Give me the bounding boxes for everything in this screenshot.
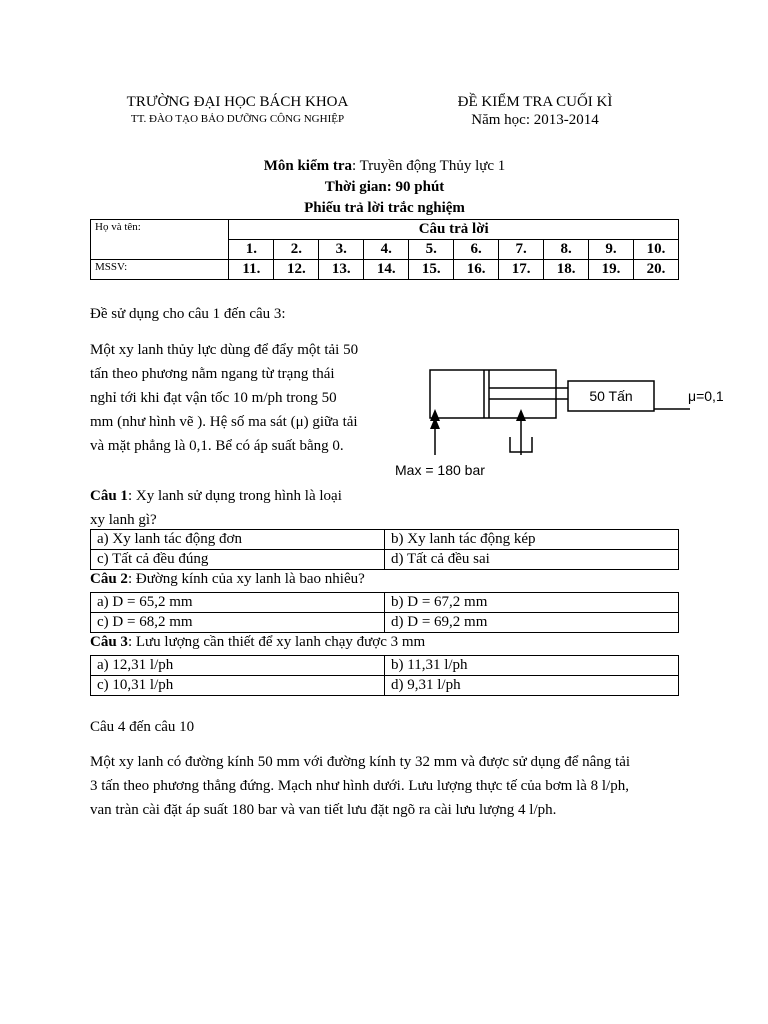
subject-value: : Truyền động Thủy lực 1 — [352, 158, 506, 174]
option-d[interactable]: d) D = 69,2 mm — [385, 613, 679, 633]
answer-cell[interactable]: 8. — [544, 240, 589, 260]
answer-cell[interactable]: 15. — [409, 260, 454, 280]
load-label: 50 Tấn — [589, 388, 633, 404]
answer-cell[interactable]: 1. — [229, 240, 274, 260]
option-d[interactable]: d) Tất cả đều sai — [385, 550, 679, 570]
cylinder-body — [430, 370, 556, 418]
header-left — [100, 94, 375, 125]
paragraph-line: Một xy lanh có đường kính 50 mm với đường kính ty 32 mm và được sử dụng để nâng tải — [90, 754, 631, 770]
question-label: Câu 3 — [90, 634, 128, 650]
sheet-title: Phiếu trả lời trắc nghiệm — [304, 200, 465, 216]
question-label: Câu 2 — [90, 571, 128, 587]
option-a[interactable]: a) 12,31 l/ph — [91, 656, 385, 676]
paragraph-line: nghỉ tới khi đạt vận tốc 10 m/ph trong 50 — [90, 390, 337, 406]
answer-cell[interactable]: 19. — [589, 260, 634, 280]
max-pressure-label: Max = 180 bar — [395, 462, 485, 478]
section1-intro: Đề sử dụng cho câu 1 đến câu 3: — [90, 306, 286, 322]
paragraph-line: Một xy lanh thủy lực dùng để đẩy một tải 50 — [90, 342, 359, 358]
question-3-options — [90, 655, 679, 696]
school-year: Năm học: 2013-2014 — [471, 112, 599, 128]
answer-cell[interactable]: 10. — [634, 240, 679, 260]
answer-cell[interactable]: 5. — [409, 240, 454, 260]
answer-cell[interactable]: 11. — [229, 260, 274, 280]
question-1 — [90, 484, 390, 532]
option-b[interactable]: b) D = 67,2 mm — [385, 593, 679, 613]
question-2-options — [90, 592, 679, 633]
option-d[interactable]: d) 9,31 l/ph — [385, 676, 679, 696]
answer-cell[interactable]: 14. — [364, 260, 409, 280]
exam-time: Thời gian: 90 phút — [324, 179, 445, 195]
paragraph-line: và mặt phẳng là 0,1. Bể có áp suất bằng 0. — [90, 438, 344, 454]
answer-sheet-table — [90, 219, 679, 280]
option-c[interactable]: c) 10,31 l/ph — [91, 676, 385, 696]
question-1-options — [90, 529, 679, 570]
paragraph-line: 3 tấn theo phương thẳng đứng. Mạch như hình dưới. Lưu lượng thực tế của bơm là 8 l/ph, — [90, 778, 629, 794]
question-2 — [90, 568, 365, 590]
center-name: TT. ĐÀO TẠO BẢO DƯỠNG CÔNG NGHIỆP — [130, 113, 345, 125]
answer-cell[interactable]: 9. — [589, 240, 634, 260]
question-text: xy lanh gì? — [90, 512, 157, 528]
section1-paragraph — [90, 338, 390, 458]
answers-header: Câu trả lời — [229, 220, 679, 240]
section2-intro: Câu 4 đến câu 10 — [90, 719, 195, 735]
question-text: : Đường kính của xy lanh là bao nhiêu? — [127, 571, 365, 587]
answer-cell[interactable]: 7. — [499, 240, 544, 260]
arrow-up-icon — [516, 409, 526, 421]
exam-info — [90, 156, 679, 219]
answer-cell[interactable]: 3. — [319, 240, 364, 260]
answer-cell[interactable]: 13. — [319, 260, 364, 280]
question-3 — [90, 631, 425, 653]
option-b[interactable]: b) 11,31 l/ph — [385, 656, 679, 676]
exam-title: ĐỀ KIỂM TRA CUỐI KÌ — [457, 94, 613, 110]
paragraph-line: tấn theo phương nằm ngang từ trạng thái — [90, 366, 335, 382]
option-a[interactable]: a) D = 65,2 mm — [91, 593, 385, 613]
name-field[interactable]: Họ và tên: — [91, 220, 229, 260]
answer-cell[interactable]: 6. — [454, 240, 499, 260]
answer-cell[interactable]: 2. — [274, 240, 319, 260]
answer-cell[interactable]: 4. — [364, 240, 409, 260]
answer-cell[interactable]: 12. — [274, 260, 319, 280]
subject-label: Môn kiểm tra — [263, 158, 353, 174]
mssv-field[interactable]: MSSV: — [91, 260, 229, 280]
question-text: : Lưu lượng cần thiết để xy lanh chạy được 3 mm — [127, 634, 426, 650]
answer-cell[interactable]: 20. — [634, 260, 679, 280]
paragraph-line: mm (như hình vẽ ). Hệ số ma sát (μ) giữa tải — [90, 414, 358, 430]
option-b[interactable]: b) Xy lanh tác động kép — [385, 530, 679, 550]
section2-paragraph — [90, 750, 690, 822]
mu-label: μ=0,1 — [688, 388, 724, 404]
option-c[interactable]: c) D = 68,2 mm — [91, 613, 385, 633]
option-c[interactable]: c) Tất cả đều đúng — [91, 550, 385, 570]
answer-cell[interactable]: 17. — [499, 260, 544, 280]
subject-line — [90, 156, 679, 177]
cylinder-diagram — [380, 355, 740, 485]
paragraph-line: van tràn cài đặt áp suất 180 bar và van tiết lưu đặt ngõ ra cài lưu lượng 4 l/ph. — [90, 802, 557, 818]
header-right — [430, 94, 640, 129]
question-label: Câu 1 — [90, 488, 128, 504]
option-a[interactable]: a) Xy lanh tác động đơn — [91, 530, 385, 550]
answer-cell[interactable]: 16. — [454, 260, 499, 280]
answer-cell[interactable]: 18. — [544, 260, 589, 280]
answer-row-2 — [91, 260, 679, 280]
school-name: TRƯỜNG ĐẠI HỌC BÁCH KHOA — [126, 94, 349, 110]
question-text: : Xy lanh sử dụng trong hình là loại — [127, 488, 342, 504]
